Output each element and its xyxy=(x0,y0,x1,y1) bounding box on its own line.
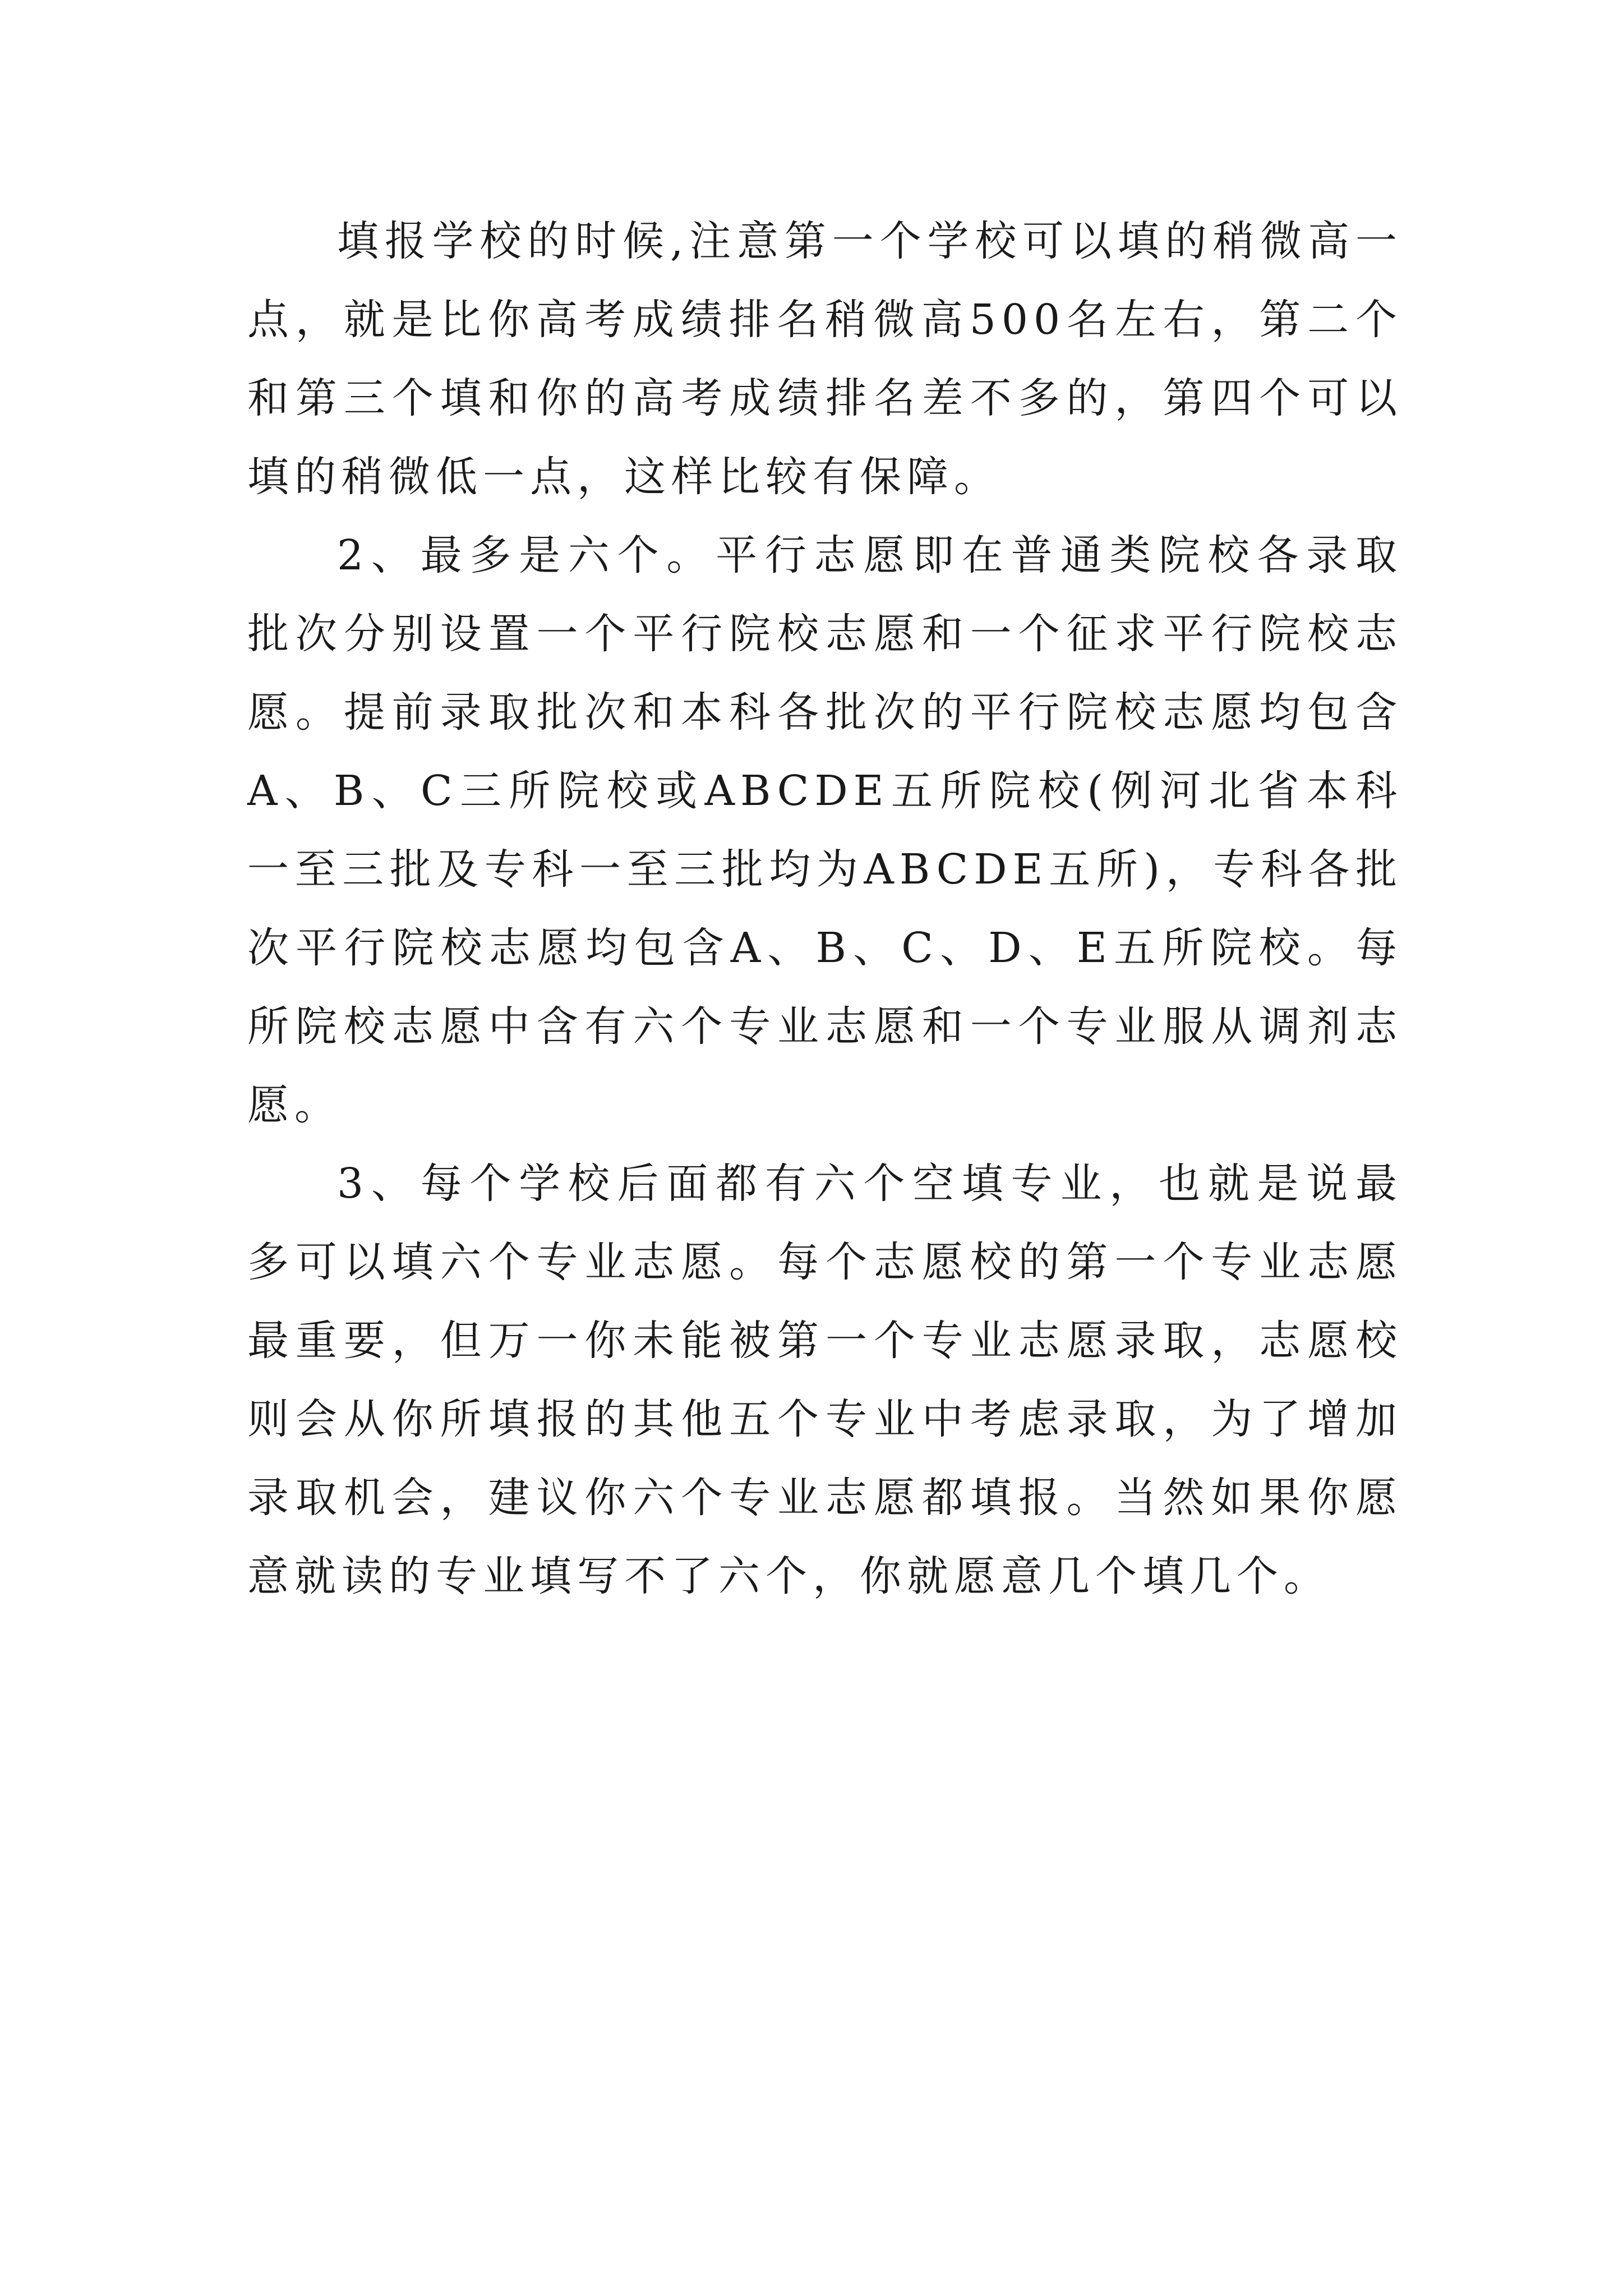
paragraph-3: 3、每个学校后面都有六个空填专业，也就是说最多可以填六个专业志愿。每个志愿校的第一个专业志愿最重要，但万一你未能被第一个专业志愿录取，志愿校则会从你所填报的其他五个专业中考虑录取，为了增加录取机会，建议你六个专业志愿都填报。当然如果你愿意就读的专业填写不了六个，你就愿意几个填几个。 xyxy=(247,1159,1403,1600)
document-body xyxy=(247,202,1403,1616)
paragraph-1: 填报学校的时候,注意第一个学校可以填的稍微高一点，就是比你高考成绩排名稍微高500名左右，第二个和第三个填和你的高考成绩排名差不多的，第四个可以填的稍微低一点，这样比较有保障。 xyxy=(247,217,1403,501)
paragraph-2: 2、最多是六个。平行志愿即在普通类院校各录取批次分别设置一个平行院校志愿和一个征求平行院校志愿。提前录取批次和本科各批次的平行院校志愿均包含A、B、C三所院校或ABCDE五所院校(例河北省本科一至三批及专科一至三批均为ABCDE五所)，专科各批次平行院校志愿均包含A、B、C、D、E五所院校。每所院校志愿中含有六个专业志愿和一个专业服从调剂志愿。 xyxy=(247,531,1403,1129)
